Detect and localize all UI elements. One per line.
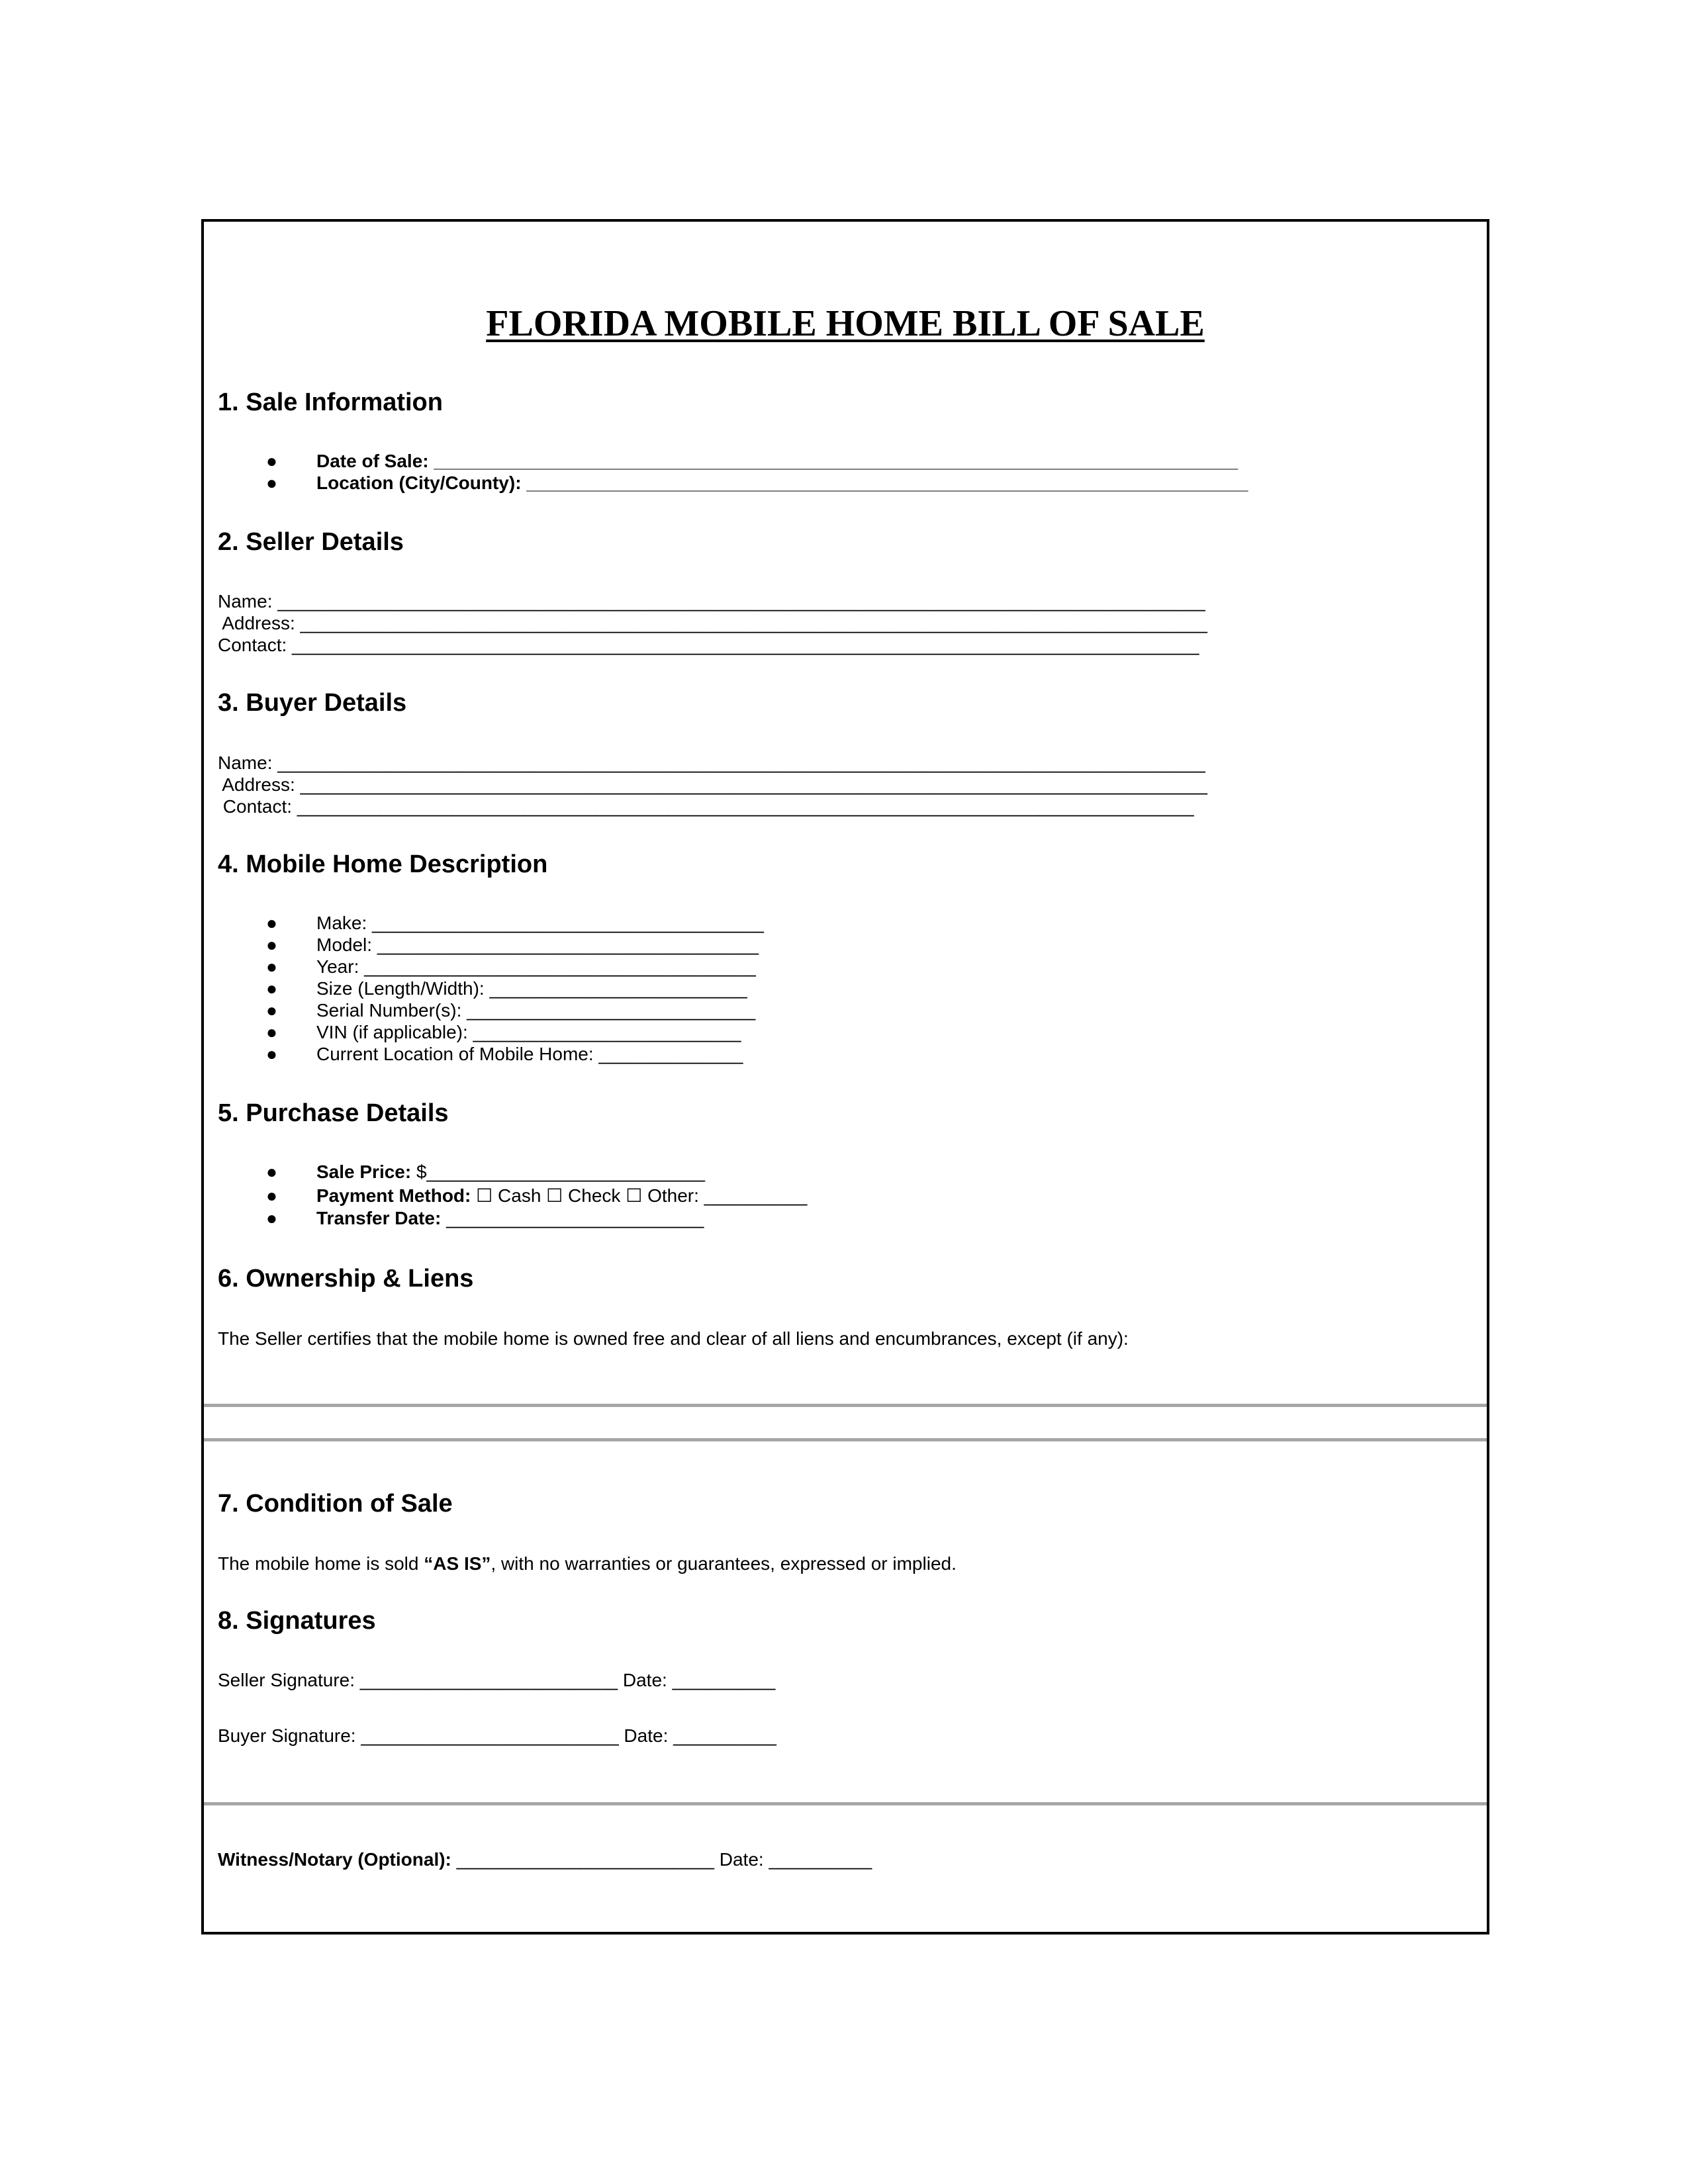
buyer-name-field[interactable]: Name: __________________________________________________________________________________________ [218, 752, 1205, 773]
bullet: ● [266, 1044, 277, 1064]
transfer-date-field[interactable] [316, 1209, 704, 1228]
condition-text-end: , with no warranties or guarantees, expressed or implied. [491, 1553, 957, 1574]
section-7-heading: 7. Condition of Sale [218, 1490, 453, 1518]
condition-text-start: The mobile home is sold [218, 1553, 424, 1574]
witness-notary-field[interactable] [218, 1850, 872, 1869]
condition-statement [218, 1555, 957, 1573]
section-1-heading: 1. Sale Information [218, 388, 443, 416]
witness-separator [204, 1802, 1487, 1805]
section-4-heading: 4. Mobile Home Description [218, 850, 548, 878]
date-of-sale-field[interactable]: Date of Sale: ______________________________________________________________________________ [316, 451, 1239, 471]
payment-method-label: Payment Method: [316, 1185, 471, 1206]
bill-of-sale-form [201, 219, 1489, 1934]
witness-label: Witness/Notary (Optional): [218, 1849, 451, 1870]
seller-name-field[interactable]: Name: __________________________________________________________________________________________ [218, 591, 1205, 612]
section-2-heading: 2. Seller Details [218, 528, 404, 556]
buyer-contact-field[interactable]: Contact: _______________________________________________________________________________________ [218, 796, 1194, 817]
bullet: ● [266, 451, 277, 471]
current-location-field[interactable]: Current Location of Mobile Home: ______________ [316, 1044, 743, 1064]
bullet: ● [266, 1208, 277, 1228]
section-5-heading: 5. Purchase Details [218, 1099, 449, 1127]
serial-number-field[interactable]: Serial Number(s): ____________________________ [316, 1000, 756, 1021]
model-field[interactable]: Model: _____________________________________ [316, 934, 759, 955]
bullet: ● [266, 1000, 277, 1021]
bullet: ● [266, 956, 277, 977]
bullet: ● [266, 934, 277, 955]
liens-statement: The Seller certifies that the mobile home is owned free and clear of all liens and encumbrances, except (if any): [218, 1328, 1129, 1349]
payment-method-options[interactable]: ☐ Cash ☐ Check ☐ Other: __________ [471, 1185, 808, 1206]
bullet: ● [266, 473, 277, 493]
liens-line-top [204, 1404, 1487, 1407]
seller-contact-field[interactable]: Contact: ________________________________________________________________________________________ [218, 635, 1199, 655]
document-title: FLORIDA MOBILE HOME BILL OF SALE [486, 303, 1205, 344]
bullet: ● [266, 913, 277, 933]
seller-signature-field[interactable]: Seller Signature: _________________________ Date: __________ [218, 1670, 776, 1690]
make-field[interactable]: Make: ______________________________________ [316, 913, 764, 933]
sale-price-label: Sale Price: [316, 1161, 412, 1182]
sale-price-field[interactable] [316, 1163, 705, 1181]
vin-field[interactable]: VIN (if applicable): __________________________ [316, 1022, 741, 1042]
bullet: ● [266, 1161, 277, 1182]
size-field[interactable]: Size (Length/Width): _________________________ [316, 978, 747, 999]
liens-line-bottom [204, 1438, 1487, 1441]
payment-method-field[interactable] [316, 1187, 807, 1205]
transfer-date-label: Transfer Date: [316, 1208, 442, 1228]
bullet: ● [266, 1185, 277, 1206]
section-3-heading: 3. Buyer Details [218, 689, 407, 717]
year-field[interactable]: Year: ______________________________________ [316, 956, 756, 977]
witness-blank[interactable]: _________________________ Date: __________ [451, 1849, 872, 1870]
buyer-signature-field[interactable]: Buyer Signature: _________________________ Date: __________ [218, 1725, 776, 1746]
bullet: ● [266, 978, 277, 999]
seller-address-field[interactable]: Address: ________________________________________________________________________________________ [218, 613, 1207, 633]
transfer-date-blank[interactable]: _________________________ [441, 1208, 704, 1228]
section-8-heading: 8. Signatures [218, 1607, 376, 1635]
as-is-text: “AS IS” [424, 1553, 491, 1574]
section-6-heading: 6. Ownership & Liens [218, 1265, 474, 1293]
buyer-address-field[interactable]: Address: ________________________________________________________________________________________ [218, 774, 1207, 795]
bullet: ● [266, 1022, 277, 1042]
sale-price-blank[interactable]: $___________________________ [411, 1161, 706, 1182]
location-field[interactable]: Location (City/County): ______________________________________________________________________ [316, 473, 1248, 493]
